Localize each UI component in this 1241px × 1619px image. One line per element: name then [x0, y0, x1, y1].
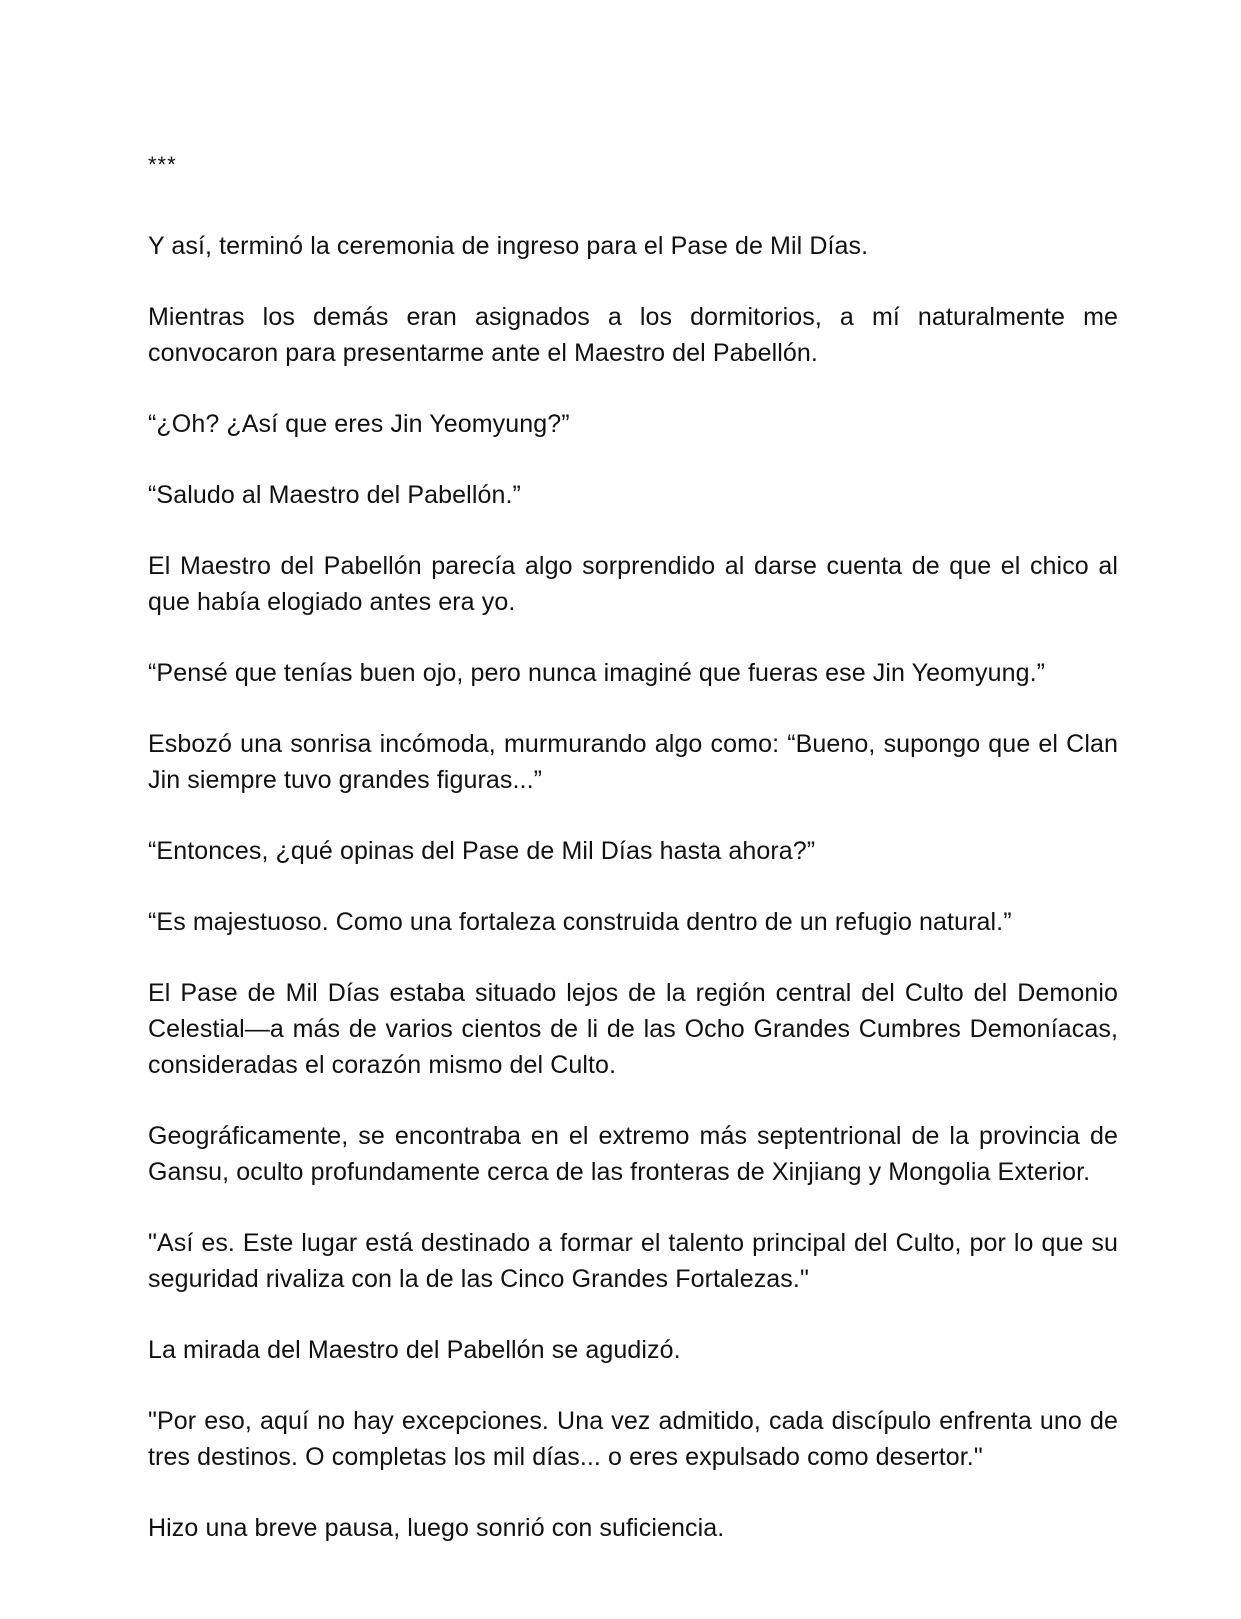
- paragraph-15: Hizo una breve pausa, luego sonrió con suficiencia.: [148, 1514, 725, 1542]
- paragraph-13: La mirada del Maestro del Pabellón se agudizó.: [148, 1336, 681, 1364]
- paragraph-11: Geográficamente, se encontraba en el extremo más septentrional de la provincia de Gansu, oculto profundamente cerca de las fronteras de Xinjiang y Mongolia Exterior.: [148, 1122, 1118, 1186]
- paragraph-8: “Entonces, ¿qué opinas del Pase de Mil Días hasta ahora?”: [148, 837, 816, 865]
- text-column: [148, 150, 1118, 1581]
- scene-separator: ***: [148, 152, 177, 177]
- paragraph-7: Esbozó una sonrisa incómoda, murmurando algo como: “Bueno, supongo que el Clan Jin siempre tuvo grandes figuras...”: [148, 730, 1118, 794]
- paragraph-3: “¿Oh? ¿Así que eres Jin Yeomyung?”: [148, 410, 570, 438]
- paragraph-2: Mientras los demás eran asignados a los dormitorios, a mí naturalmente me convocaron para presentarme ante el Maestro del Pabellón.: [148, 303, 1118, 367]
- paragraph-4: “Saludo al Maestro del Pabellón.”: [148, 481, 521, 509]
- paragraph-6: “Pensé que tenías buen ojo, pero nunca imaginé que fueras ese Jin Yeomyung.”: [148, 659, 1046, 687]
- paragraph-9: “Es majestuoso. Como una fortaleza construida dentro de un refugio natural.”: [148, 908, 1012, 936]
- paragraph-5: El Maestro del Pabellón parecía algo sorprendido al darse cuenta de que el chico al que había elogiado antes era yo.: [148, 552, 1118, 616]
- paragraph-10: El Pase de Mil Días estaba situado lejos de la región central del Culto del Demonio Celestial—a más de varios cientos de li de las Ocho Grandes Cumbres Demoníacas, consideradas el corazón mismo del Culto.: [148, 979, 1118, 1079]
- paragraph-14: "Por eso, aquí no hay excepciones. Una vez admitido, cada discípulo enfrenta uno de tres destinos. O completas los mil días... o eres expulsado como desertor.": [148, 1407, 1118, 1471]
- paragraph-1: Y así, terminó la ceremonia de ingreso para el Pase de Mil Días.: [148, 232, 869, 260]
- paragraph-12: "Así es. Este lugar está destinado a formar el talento principal del Culto, por lo que su seguridad rivaliza con la de las Cinco Grandes Fortalezas.": [148, 1229, 1118, 1293]
